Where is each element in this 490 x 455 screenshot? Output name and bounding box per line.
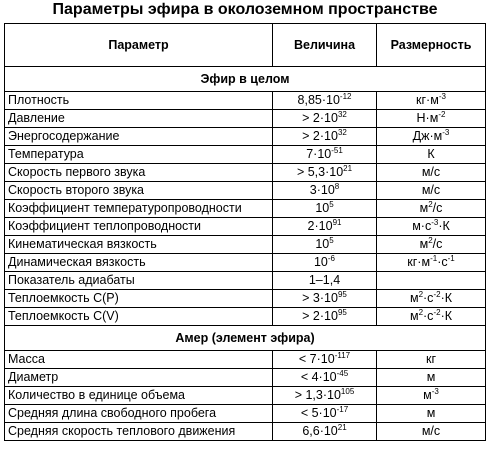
- section-row: [5, 67, 486, 92]
- parameter-cell: Коэффициент температуропроводности: [5, 200, 273, 218]
- table-row: [5, 146, 486, 164]
- table-row: [5, 351, 486, 369]
- parameter-cell: Теплоемкость С(V): [5, 308, 273, 326]
- parameter-cell: Скорость второго звука: [5, 182, 273, 200]
- value-cell: < $7\cdot 10^{-117}$: [273, 351, 377, 369]
- table-row: [5, 423, 486, 441]
- table-row: [5, 254, 486, 272]
- value-cell: > $3\cdot 10^{95}$: [273, 290, 377, 308]
- unit-cell: $кг\cdot м^{-1}\cdot с^{-1}$: [377, 254, 486, 272]
- unit-cell: [377, 272, 486, 290]
- table-row: [5, 218, 486, 236]
- unit-cell: $Н\cdot м^{-2}$: [377, 110, 486, 128]
- unit-cell: $м^2\cdot с^{-2}\cdot К$: [377, 308, 486, 326]
- parameter-cell: Средняя длина свободного пробега: [5, 405, 273, 423]
- unit-cell: К: [377, 146, 486, 164]
- unit-cell: $м\cdot с^{-3}\cdot К$: [377, 218, 486, 236]
- unit-cell: $м^2/с$: [377, 200, 486, 218]
- parameter-cell: Давление: [5, 110, 273, 128]
- parameter-cell: Коэффициент теплопроводности: [5, 218, 273, 236]
- parameter-cell: Средняя скорость теплового движения: [5, 423, 273, 441]
- ether-parameters-table: [4, 23, 486, 441]
- value-cell: < $5\cdot 10^{-17}$: [273, 405, 377, 423]
- value-cell: > $2\cdot 10^{32}$: [273, 128, 377, 146]
- parameter-cell: Энергосодержание: [5, 128, 273, 146]
- value-cell: 1–1,4: [273, 272, 377, 290]
- table-row: [5, 200, 486, 218]
- unit-cell: $кг\cdot м^{-3}$: [377, 92, 486, 110]
- section-title: Эфир в целом: [5, 67, 486, 92]
- value-cell: $10^5$: [273, 236, 377, 254]
- unit-cell: кг: [377, 351, 486, 369]
- header-parameter: Параметр: [5, 24, 273, 67]
- table-row: [5, 308, 486, 326]
- table-row: [5, 164, 486, 182]
- table-row: [5, 272, 486, 290]
- table-row: [5, 182, 486, 200]
- unit-cell: $м^2\cdot с^{-2}\cdot К$: [377, 290, 486, 308]
- unit-cell: м/с: [377, 164, 486, 182]
- value-cell: < $4\cdot 10^{-45}$: [273, 369, 377, 387]
- unit-cell: $Дж\cdot м^{-3}$: [377, 128, 486, 146]
- parameter-cell: Кинематическая вязкость: [5, 236, 273, 254]
- value-cell: $8,85\cdot 10^{-12}$: [273, 92, 377, 110]
- page-title: Параметры эфира в околоземном пространстве: [52, 1, 438, 18]
- value-cell: $3\cdot 10^8$: [273, 182, 377, 200]
- parameter-cell: Показатель адиабаты: [5, 272, 273, 290]
- table-row: [5, 128, 486, 146]
- value-cell: > $1,3\cdot 10^{105}$: [273, 387, 377, 405]
- unit-cell: м: [377, 369, 486, 387]
- unit-cell: $м^{-3}$: [377, 387, 486, 405]
- parameter-cell: Теплоемкость С(Р): [5, 290, 273, 308]
- table-row: [5, 92, 486, 110]
- table-body: [5, 67, 486, 441]
- section-title: Амер (элемент эфира): [5, 326, 486, 351]
- value-cell: > $2\cdot 10^{32}$: [273, 110, 377, 128]
- parameter-cell: Скорость первого звука: [5, 164, 273, 182]
- unit-cell: $м^2/с$: [377, 236, 486, 254]
- table-row: [5, 405, 486, 423]
- value-cell: > $2\cdot 10^{95}$: [273, 308, 377, 326]
- unit-cell: м/с: [377, 423, 486, 441]
- value-cell: $7\cdot 10^{-51}$: [273, 146, 377, 164]
- unit-cell: м: [377, 405, 486, 423]
- parameter-cell: Количество в единице объема: [5, 387, 273, 405]
- unit-cell: м/с: [377, 182, 486, 200]
- header-row: [5, 24, 486, 67]
- parameter-cell: Динамическая вязкость: [5, 254, 273, 272]
- value-cell: $6,6\cdot 10^{21}$: [273, 423, 377, 441]
- table-row: [5, 387, 486, 405]
- parameter-cell: Плотность: [5, 92, 273, 110]
- table-row: [5, 236, 486, 254]
- parameter-cell: Температура: [5, 146, 273, 164]
- section-row: [5, 326, 486, 351]
- parameter-cell: Масса: [5, 351, 273, 369]
- table-row: [5, 110, 486, 128]
- table-row: [5, 290, 486, 308]
- value-cell: $10^{-6}$: [273, 254, 377, 272]
- header-value: Величина: [273, 24, 377, 67]
- value-cell: > $5,3\cdot 10^{21}$: [273, 164, 377, 182]
- value-cell: $10^5$: [273, 200, 377, 218]
- header-unit: Размерность: [377, 24, 486, 67]
- table-row: [5, 369, 486, 387]
- parameter-cell: Диаметр: [5, 369, 273, 387]
- value-cell: $2\cdot 10^{91}$: [273, 218, 377, 236]
